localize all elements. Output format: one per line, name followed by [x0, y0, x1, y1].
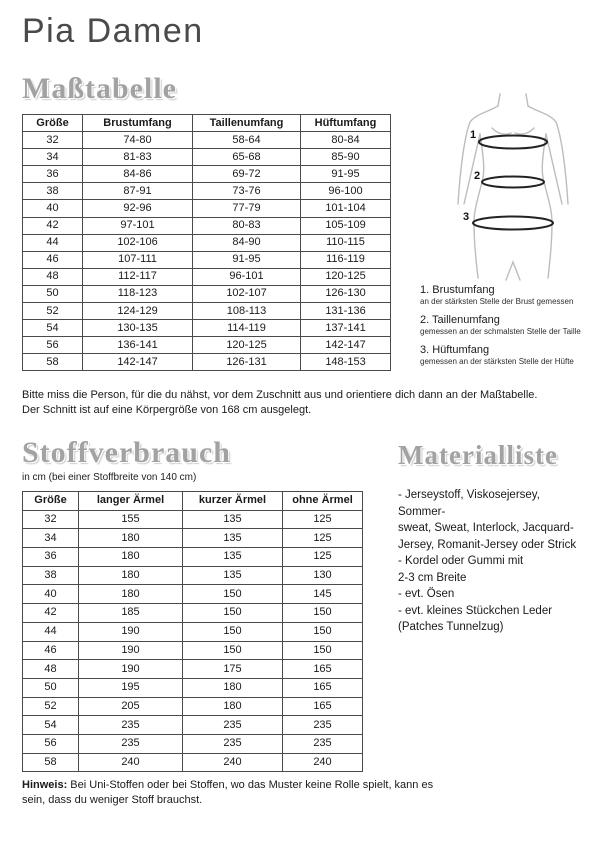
table-row	[23, 200, 391, 217]
table-cell: 145	[283, 585, 363, 604]
table-cell: 50	[23, 678, 79, 697]
materials-line: - evt. kleines Stückchen Leder	[398, 604, 553, 617]
table-row	[23, 320, 391, 337]
fabric-table-heading: Stoffverbrauch	[22, 436, 231, 469]
table-cell: 110-115	[301, 234, 391, 251]
measuring-note-line1: Bitte miss die Person, für die du nähst, vor dem Zuschnitt aus und orientiere dich dann an der Maßtabelle.	[22, 389, 538, 401]
table-row	[23, 660, 363, 679]
table-cell: 125	[283, 529, 363, 548]
table-cell: 120-125	[193, 337, 301, 354]
table-cell: 50	[23, 285, 83, 302]
table-cell: 135	[183, 566, 283, 585]
table-cell: 56	[23, 734, 79, 753]
waist-band	[482, 177, 544, 188]
table-cell: 97-101	[83, 217, 193, 234]
table-cell: 58	[23, 354, 83, 371]
table-cell: 150	[183, 585, 283, 604]
materials-list	[398, 487, 588, 636]
table-cell: 150	[283, 641, 363, 660]
waist-band-number: 2	[474, 170, 481, 182]
table-cell: 107-111	[83, 251, 193, 268]
measuring-note	[22, 388, 594, 417]
legend-title: 3. Hüftumfang	[420, 344, 490, 356]
table-row	[23, 354, 391, 371]
table-cell: 150	[183, 641, 283, 660]
table-cell: 42	[23, 217, 83, 234]
page-title: Pia Damen	[22, 12, 204, 50]
table-cell: 142-147	[83, 354, 193, 371]
table-cell: 80-84	[301, 132, 391, 149]
table-cell: 116-119	[301, 251, 391, 268]
size-table-heading: Maßtabelle	[22, 72, 177, 105]
bust-band	[479, 136, 547, 149]
table-cell: 84-90	[193, 234, 301, 251]
table-cell: 54	[23, 716, 79, 735]
table-cell: 150	[283, 622, 363, 641]
table-header-cell: langer Ärmel	[79, 492, 183, 511]
table-header-row	[23, 492, 363, 511]
table-cell: 91-95	[301, 166, 391, 183]
table-cell: 65-68	[193, 149, 301, 166]
table-row	[23, 529, 363, 548]
fabric-hint-text: Bei Uni-Stoffen oder bei Stoffen, wo das Muster keine Rolle spielt, kann es sein, dass du weniger Stoff brauchst.	[22, 779, 434, 806]
table-row	[23, 303, 391, 320]
measurement-bands	[473, 136, 553, 230]
table-cell: 240	[79, 753, 183, 772]
table-row	[23, 251, 391, 268]
table-cell: 101-104	[301, 200, 391, 217]
table-cell: 137-141	[301, 320, 391, 337]
table-cell: 131-136	[301, 303, 391, 320]
table-cell: 52	[23, 303, 83, 320]
body-measurement-diagram	[428, 90, 590, 284]
materials-line: Jersey, Romanit-Jersey oder Strick	[398, 538, 577, 551]
table-cell: 48	[23, 268, 83, 285]
table-cell: 235	[183, 734, 283, 753]
table-row	[23, 697, 363, 716]
measurement-legend	[420, 284, 596, 374]
table-cell: 185	[79, 604, 183, 623]
table-cell: 240	[183, 753, 283, 772]
table-cell: 92-96	[83, 200, 193, 217]
table-cell: 130	[283, 566, 363, 585]
table-header-cell: Taillenumfang	[193, 115, 301, 132]
materials-line: (Patches Tunnelzug)	[398, 621, 504, 633]
table-cell: 54	[23, 320, 83, 337]
table-cell: 96-100	[301, 183, 391, 200]
size-table	[22, 114, 391, 371]
table-cell: 38	[23, 566, 79, 585]
table-cell: 46	[23, 251, 83, 268]
table-header-cell: kurzer Ärmel	[183, 492, 283, 511]
table-row	[23, 166, 391, 183]
materials-line: - Jerseystoff, Viskosejersey, Sommer-	[398, 489, 540, 518]
bust-band-number: 1	[470, 129, 477, 141]
table-row	[23, 132, 391, 149]
materials-line: - evt. Ösen	[398, 588, 455, 600]
table-cell: 142-147	[301, 337, 391, 354]
table-cell: 195	[79, 678, 183, 697]
table-header-cell: Größe	[23, 115, 83, 132]
fabric-hint	[22, 778, 442, 807]
table-cell: 180	[183, 678, 283, 697]
table-header-cell: ohne Ärmel	[283, 492, 363, 511]
table-cell: 240	[283, 753, 363, 772]
table-cell: 32	[23, 132, 83, 149]
hip-band-number: 3	[463, 211, 470, 223]
legend-entry-waist	[420, 314, 596, 337]
table-cell: 91-95	[193, 251, 301, 268]
table-cell: 48	[23, 660, 79, 679]
table-cell: 81-83	[83, 149, 193, 166]
table-row	[23, 678, 363, 697]
table-cell: 235	[79, 734, 183, 753]
table-cell: 135	[183, 529, 283, 548]
table-row	[23, 268, 391, 285]
legend-entry-bust	[420, 284, 596, 307]
table-cell: 40	[23, 200, 83, 217]
table-header-cell: Hüftumfang	[301, 115, 391, 132]
table-cell: 52	[23, 697, 79, 716]
table-cell: 42	[23, 604, 79, 623]
table-cell: 126-131	[193, 354, 301, 371]
table-cell: 96-101	[193, 268, 301, 285]
table-row	[23, 285, 391, 302]
table-cell: 235	[79, 716, 183, 735]
table-row	[23, 622, 363, 641]
table-cell: 84-86	[83, 166, 193, 183]
table-cell: 44	[23, 622, 79, 641]
table-row	[23, 149, 391, 166]
table-cell: 102-106	[83, 234, 193, 251]
table-cell: 165	[283, 660, 363, 679]
table-row	[23, 604, 363, 623]
table-row	[23, 641, 363, 660]
table-cell: 180	[79, 566, 183, 585]
table-cell: 58	[23, 753, 79, 772]
table-cell: 135	[183, 548, 283, 567]
table-cell: 136-141	[83, 337, 193, 354]
fabric-table-subheading: in cm (bei einer Stoffbreite von 140 cm)	[22, 472, 197, 483]
table-cell: 80-83	[193, 217, 301, 234]
table-cell: 38	[23, 183, 83, 200]
table-cell: 74-80	[83, 132, 193, 149]
table-cell: 155	[79, 510, 183, 529]
table-cell: 235	[183, 716, 283, 735]
table-cell: 36	[23, 166, 83, 183]
measuring-note-line2: Der Schnitt ist auf eine Körpergröße von 168 cm ausgelegt.	[22, 403, 312, 416]
table-cell: 180	[79, 529, 183, 548]
materials-heading: Materialliste	[398, 440, 558, 470]
table-cell: 190	[79, 622, 183, 641]
materials-line: - Kordel oder Gummi mit	[398, 555, 524, 567]
table-cell: 118-123	[83, 285, 193, 302]
table-cell: 235	[283, 734, 363, 753]
table-cell: 114-119	[193, 320, 301, 337]
table-cell: 150	[183, 622, 283, 641]
legend-entry-hip	[420, 344, 596, 367]
table-cell: 180	[79, 585, 183, 604]
table-cell: 105-109	[301, 217, 391, 234]
materials-line: 2-3 cm Breite	[398, 571, 467, 584]
table-cell: 124-129	[83, 303, 193, 320]
table-row	[23, 548, 363, 567]
table-cell: 235	[283, 716, 363, 735]
table-row	[23, 337, 391, 354]
fabric-hint-label: Hinweis:	[22, 779, 68, 791]
table-cell: 46	[23, 641, 79, 660]
table-cell: 135	[183, 510, 283, 529]
table-cell: 175	[183, 660, 283, 679]
table-row	[23, 716, 363, 735]
table-cell: 150	[283, 604, 363, 623]
table-cell: 36	[23, 548, 79, 567]
table-cell: 150	[183, 604, 283, 623]
table-cell: 180	[79, 548, 183, 567]
table-cell: 44	[23, 234, 83, 251]
legend-title: 1. Brustumfang	[420, 284, 495, 296]
legend-desc: an der stärksten Stelle der Brust gemessen	[420, 297, 574, 306]
table-row	[23, 510, 363, 529]
table-cell: 148-153	[301, 354, 391, 371]
table-cell: 112-117	[83, 268, 193, 285]
table-cell: 58-64	[193, 132, 301, 149]
table-header-cell: Brustumfang	[83, 115, 193, 132]
table-cell: 125	[283, 510, 363, 529]
table-cell: 40	[23, 585, 79, 604]
table-cell: 190	[79, 660, 183, 679]
table-cell: 77-79	[193, 200, 301, 217]
table-row	[23, 217, 391, 234]
hip-band	[473, 217, 553, 230]
table-cell: 73-76	[193, 183, 301, 200]
table-cell: 32	[23, 510, 79, 529]
table-cell: 130-135	[83, 320, 193, 337]
legend-title: 2. Taillenumfang	[420, 314, 500, 326]
table-cell: 125	[283, 548, 363, 567]
table-cell: 120-125	[301, 268, 391, 285]
table-cell: 126-130	[301, 285, 391, 302]
table-cell: 85-90	[301, 149, 391, 166]
table-cell: 34	[23, 529, 79, 548]
table-row	[23, 734, 363, 753]
table-cell: 87-91	[83, 183, 193, 200]
materials-line: sweat, Sweat, Interlock, Jacquard-	[398, 522, 574, 534]
table-row	[23, 566, 363, 585]
table-cell: 56	[23, 337, 83, 354]
table-cell: 102-107	[193, 285, 301, 302]
table-row	[23, 183, 391, 200]
table-cell: 165	[283, 678, 363, 697]
legend-desc: gemessen an der stärksten Stelle der Hüfte	[420, 357, 574, 366]
table-cell: 165	[283, 697, 363, 716]
table-cell: 190	[79, 641, 183, 660]
table-header-row	[23, 115, 391, 132]
table-row	[23, 585, 363, 604]
table-cell: 108-113	[193, 303, 301, 320]
table-cell: 34	[23, 149, 83, 166]
fabric-table	[22, 491, 363, 772]
legend-desc: gemessen an der schmalsten Stelle der Taille	[420, 327, 581, 336]
table-header-cell: Größe	[23, 492, 79, 511]
table-cell: 69-72	[193, 166, 301, 183]
table-cell: 180	[183, 697, 283, 716]
table-row	[23, 234, 391, 251]
table-cell: 205	[79, 697, 183, 716]
table-row	[23, 753, 363, 772]
